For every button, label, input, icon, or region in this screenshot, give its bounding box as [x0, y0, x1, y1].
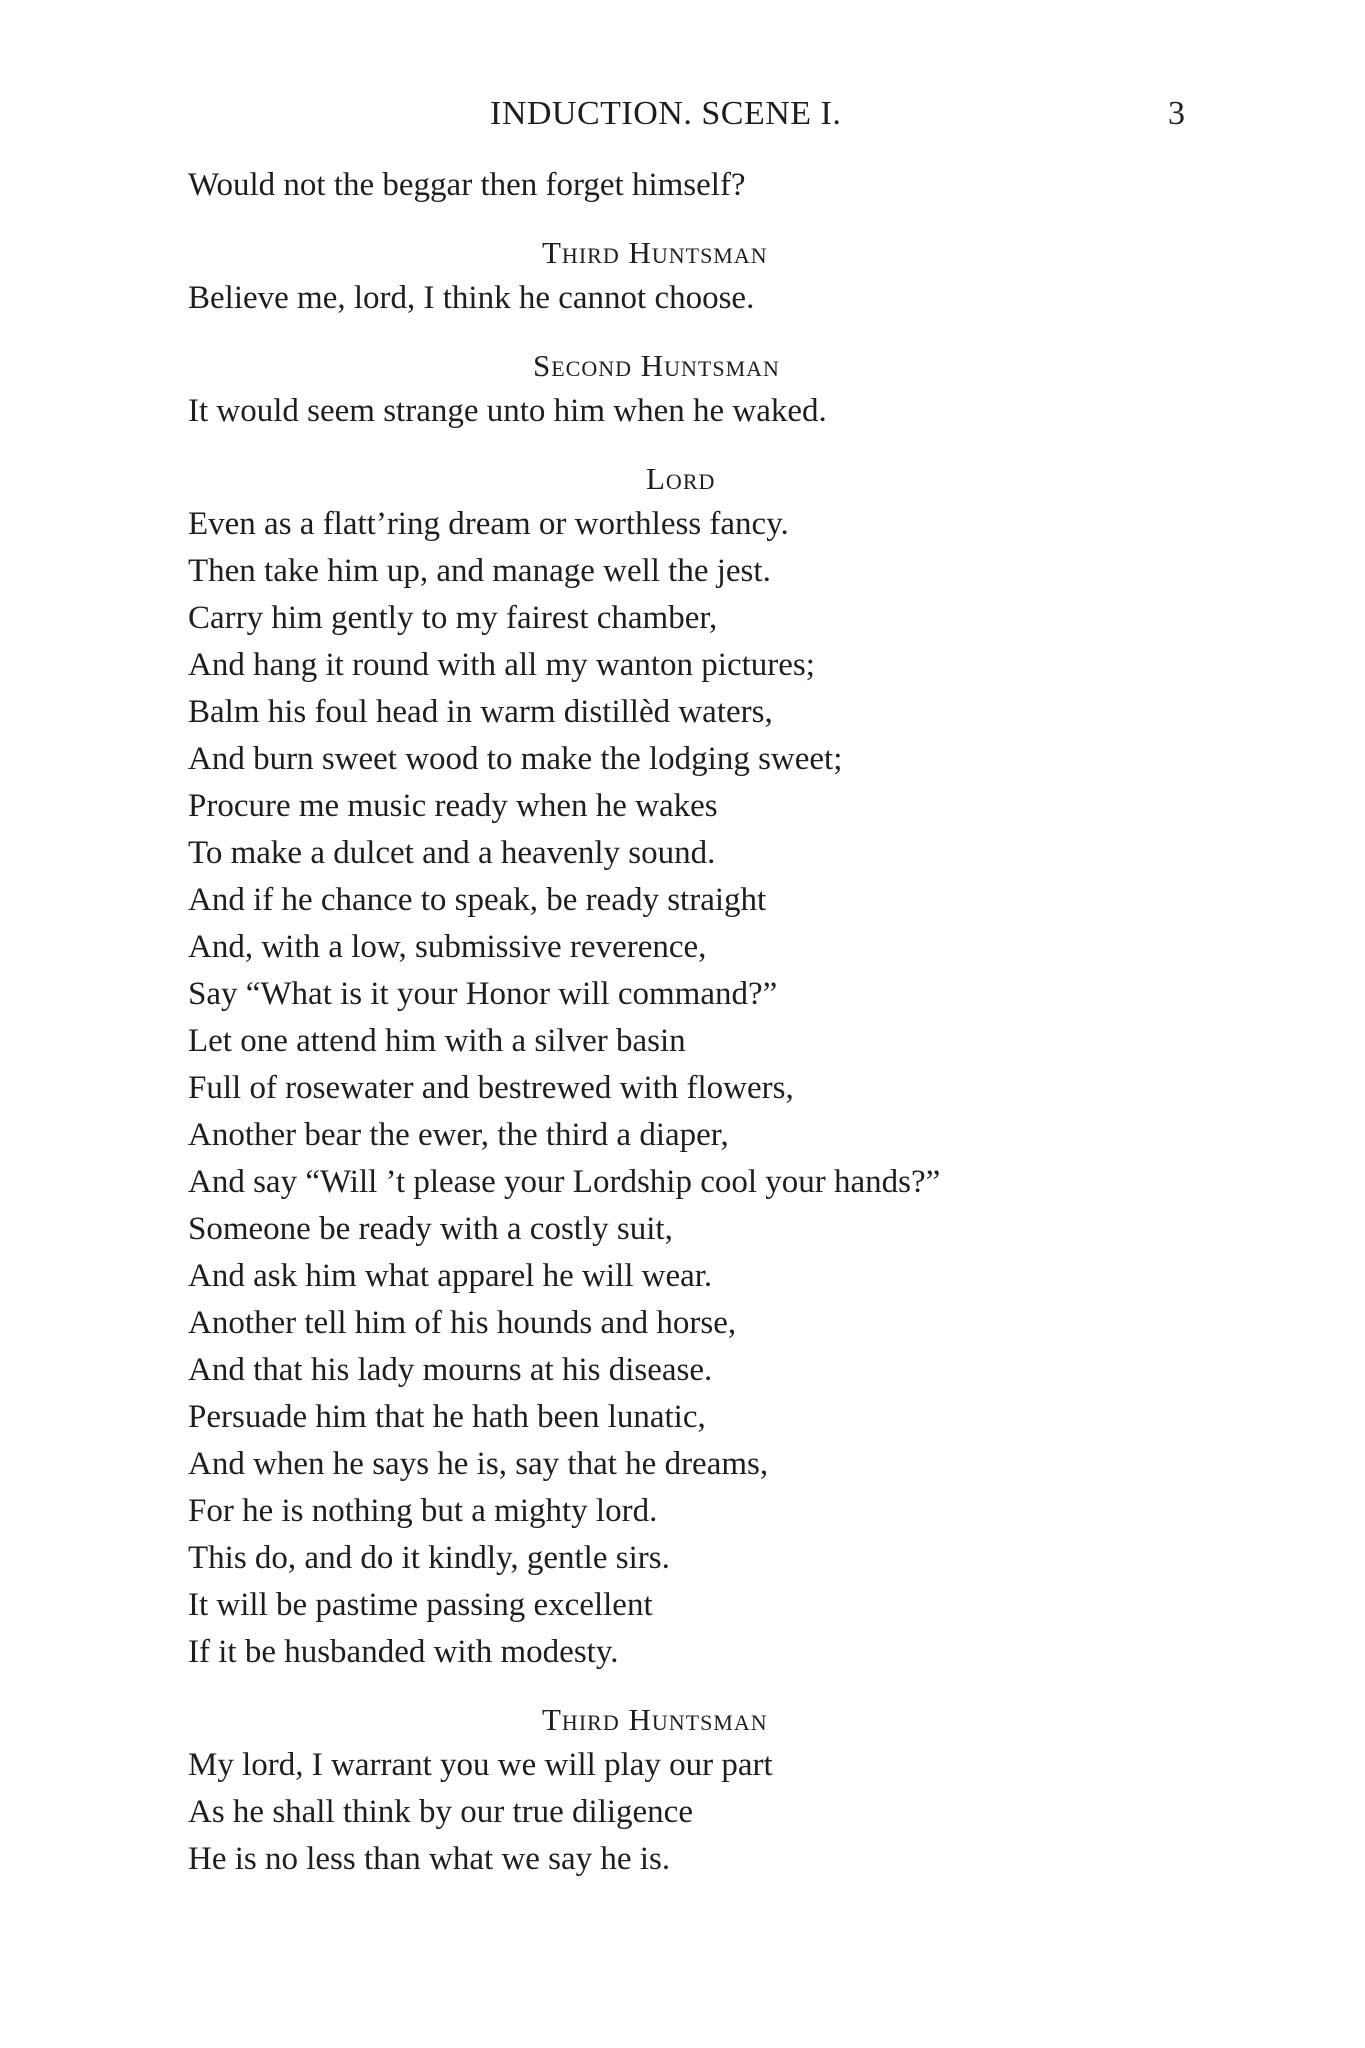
verse-line: And hang it round with all my wanton pictures; — [188, 647, 815, 683]
speaker-name: Second Huntsman — [533, 348, 780, 383]
verse-line: Let one attend him with a silver basin — [188, 1023, 686, 1059]
speaker-heading — [0, 456, 1365, 501]
verse-line: To make a dulcet and a heavenly sound. — [188, 835, 716, 871]
verse-line: Someone be ready with a costly suit, — [188, 1211, 673, 1247]
running-title: INDUCTION. SCENE I. — [490, 95, 842, 132]
verse-line: And when he says he is, say that he dreams, — [188, 1446, 769, 1482]
verse-line: And burn sweet wood to make the lodging sweet; — [188, 741, 843, 777]
verse-line: It will be pastime passing excellent — [188, 1587, 653, 1623]
verse-line: If it be husbanded with modesty. — [188, 1634, 619, 1670]
page-number: 3 — [1168, 95, 1185, 132]
verse-line: Procure me music ready when he wakes — [188, 788, 718, 824]
running-header — [0, 94, 1365, 134]
verse-line: Then take him up, and manage well the jest. — [188, 553, 771, 589]
verse-line: For he is nothing but a mighty lord. — [188, 1493, 658, 1529]
verse-line: Say “What is it your Honor will command?” — [188, 976, 778, 1012]
verse-line: And say “Will ’t please your Lordship cool your hands?” — [188, 1164, 941, 1200]
speaker-name: Lord — [646, 461, 716, 496]
verse-line: As he shall think by our true diligence — [188, 1794, 693, 1830]
verse-line: Balm his foul head in warm distillèd waters, — [188, 694, 773, 730]
speaker-heading — [0, 230, 1365, 275]
verse-line: He is no less than what we say he is. — [188, 1841, 671, 1877]
speaker-heading — [0, 1697, 1365, 1742]
verse-line: My lord, I warrant you we will play our part — [188, 1747, 773, 1783]
verse-line: And that his lady mourns at his disease. — [188, 1352, 713, 1388]
speaker-name: Third Huntsman — [542, 235, 768, 270]
verse-line: It would seem strange unto him when he waked. — [188, 393, 827, 429]
play-text — [0, 162, 1365, 1883]
verse-line: Would not the beggar then forget himself? — [188, 167, 746, 203]
speaker-heading — [0, 343, 1365, 388]
verse-line: Another tell him of his hounds and horse, — [188, 1305, 737, 1341]
verse-line: Even as a flatt’ring dream or worthless fancy. — [188, 506, 789, 542]
speaker-name: Third Huntsman — [542, 1702, 768, 1737]
verse-line: Full of rosewater and bestrewed with flowers, — [188, 1070, 794, 1106]
verse-line: And, with a low, submissive reverence, — [188, 929, 707, 965]
verse-line: Persuade him that he hath been lunatic, — [188, 1399, 706, 1435]
verse-line: And ask him what apparel he will wear. — [188, 1258, 713, 1294]
verse-line: Another bear the ewer, the third a diaper, — [188, 1117, 729, 1153]
verse-line: Carry him gently to my fairest chamber, — [188, 600, 718, 636]
verse-line: And if he chance to speak, be ready straight — [188, 882, 767, 918]
verse-line: This do, and do it kindly, gentle sirs. — [188, 1540, 670, 1576]
verse-line: Believe me, lord, I think he cannot choose. — [188, 280, 755, 316]
